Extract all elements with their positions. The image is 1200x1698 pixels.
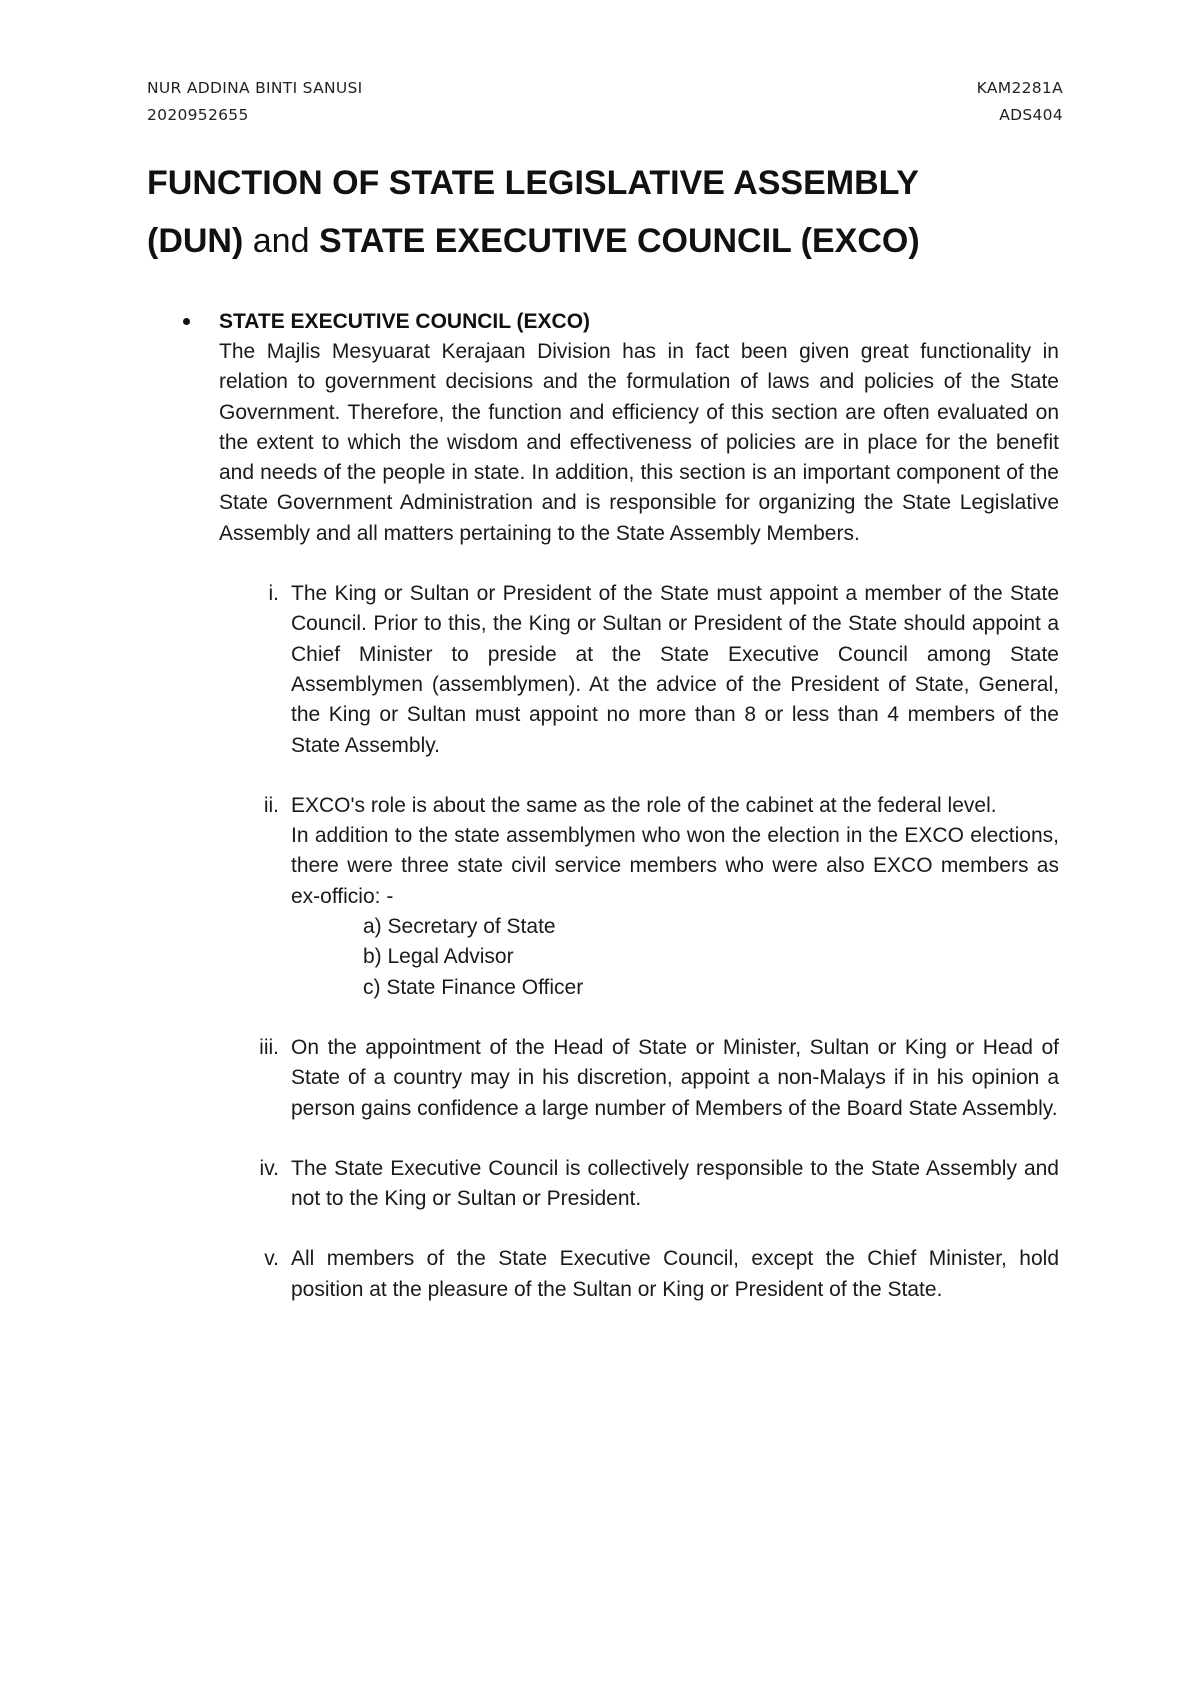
list-item [219,791,1059,1003]
group-code: ADS404 [999,106,1063,124]
list-item-number: iv. [259,1156,279,1180]
list-item [219,1154,1059,1215]
list-item-text: The State Executive Council is collectively responsible to the State Assembly and not to the King or Sultan or President. [291,1156,1059,1211]
course-code: KAM2281A [976,79,1063,97]
list-item-text: The King or Sultan or President of the State must appoint a member of the State Council. Prior to this, the King or Sultan or President of the State should appoint a Chief Minister to preside at the State Executive Council among State Assemblymen (assemblymen). At the advice of the President of State, General, the King or Sultan must appoint no more than 8 or less than 4 members of the State Assembly. [291,582,1059,757]
list-item-text: On the appointment of the Head of State or Minister, Sultan or King or Head of State of a country may in his discretion, appoint a non-Malays if in his opinion a person gains confidence a large number of Members of the Board State Assembly. [291,1035,1059,1120]
title-connector: and [243,222,319,260]
bullet-icon [183,318,190,325]
page-header [147,75,1063,129]
ex-officio-item: c) State Finance Officer [363,975,584,999]
ex-officio-list [291,912,1059,1003]
list-item-number: i. [268,582,279,606]
list-item [219,1033,1059,1124]
section-heading: STATE EXECUTIVE COUNCIL (EXCO) [219,310,591,333]
list-item-number: v. [264,1247,279,1271]
document-title [147,154,1067,270]
list-item-text: EXCO's role is about the same as the role of the cabinet at the federal level. [291,793,997,817]
numbered-list [147,579,1059,1305]
section-bullet [147,306,1059,549]
exco-section [147,306,1059,1335]
student-id: 2020952655 [147,106,249,124]
list-item [219,579,1059,761]
list-item-extra: In addition to the state assemblymen who won the election in the EXCO elections, there were three state civil service members who were also EXCO members as ex-officio: - [291,824,1059,908]
list-item-number: iii. [259,1035,279,1059]
author-name: NUR ADDINA BINTI SANUSI [147,79,363,97]
section-intro: The Majlis Mesyuarat Kerajaan Division has in fact been given great functionality in relation to government decisions and the formulation of laws and policies of the State Government. Therefore, the function and efficiency of this section are often evaluated on the extent to which the wisdom and effectiveness of policies are in place for the benefit and needs of the people in state. In addition, this section is an important component of the State Government Administration and is responsible for organizing the State Legislative Assembly and all matters pertaining to the State Assembly Members. [219,340,1059,545]
ex-officio-item: b) Legal Advisor [363,945,514,969]
list-item [219,1244,1059,1305]
list-item-number: ii. [263,793,279,817]
title-line-1: FUNCTION OF STATE LEGISLATIVE ASSEMBLY [147,164,919,202]
title-dun: (DUN) [147,222,244,260]
ex-officio-item: a) Secretary of State [363,915,556,939]
title-exco: STATE EXECUTIVE COUNCIL (EXCO) [318,222,920,260]
list-item-text: All members of the State Executive Council, except the Chief Minister, hold position at the pleasure of the Sultan or King or President of the State. [291,1247,1059,1301]
